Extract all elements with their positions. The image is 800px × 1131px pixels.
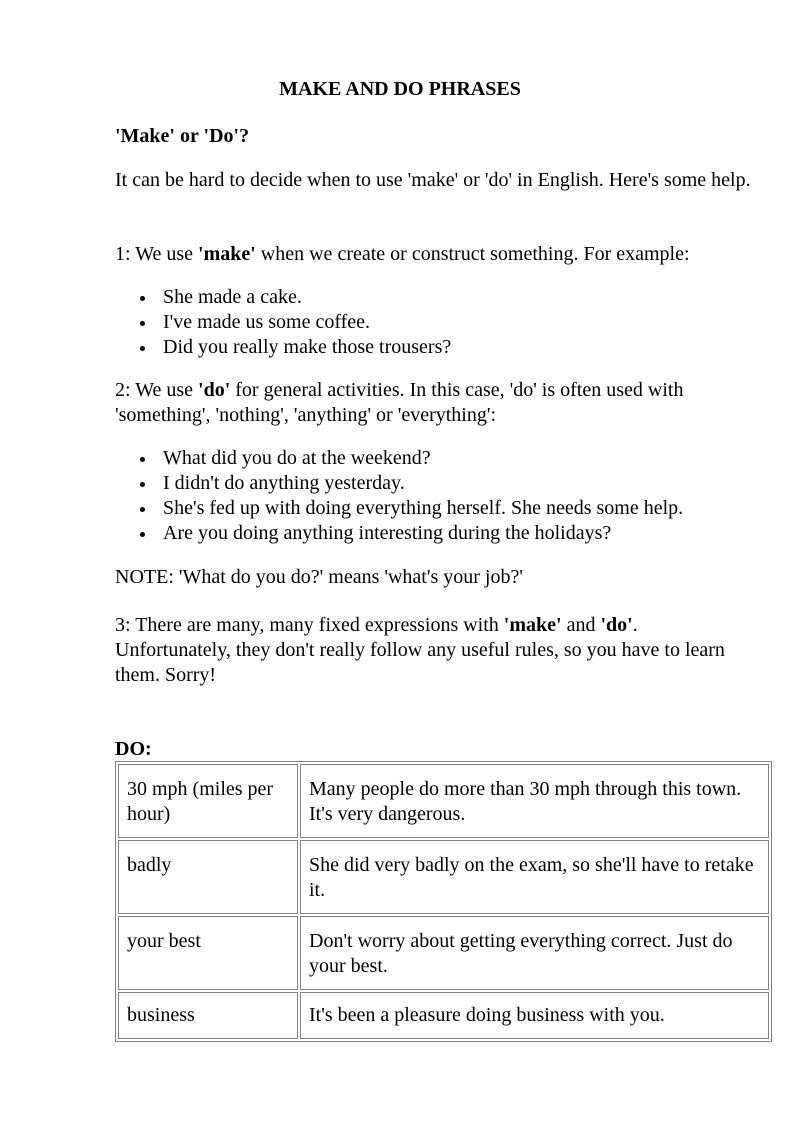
phrase-cell: badly <box>118 840 298 914</box>
section-heading: 'Make' or 'Do'? <box>115 125 250 147</box>
table-row <box>118 992 769 1039</box>
rule-3-suffix: . Unfortunately, they don't really follow any useful rules, so you have to learn them. Sorry! <box>115 614 725 686</box>
rule-2-keyword: 'do' <box>198 379 231 401</box>
page-title: MAKE AND DO PHRASES <box>279 78 521 100</box>
rule-2-suffix: for general activities. In this case, 'do' is often used with 'something', 'nothing', 'anything' or 'everything': <box>115 379 684 426</box>
rule-3-keyword-do: 'do' <box>600 614 633 636</box>
list-item: Did you really make those trousers? <box>115 335 755 360</box>
list-item: I've made us some coffee. <box>115 310 755 335</box>
list-item: Are you doing anything interesting during the holidays? <box>115 521 755 546</box>
table-row <box>118 916 769 990</box>
rule-2-prefix: 2: We use <box>115 379 199 401</box>
do-phrases-table <box>115 761 772 1042</box>
intro-paragraph: It can be hard to decide when to use 'make' or 'do' in English. Here's some help. <box>115 169 751 191</box>
rule-1-suffix: when we create or construct something. For example: <box>255 243 690 265</box>
rule-3-prefix: 3: There are many, many fixed expressions with <box>115 614 504 636</box>
phrase-cell: 30 mph (miles per hour) <box>118 764 298 838</box>
list-item: I didn't do anything yesterday. <box>115 471 755 496</box>
table-row <box>118 840 769 914</box>
rule-1-prefix: 1: We use <box>115 243 199 265</box>
do-table-label: DO: <box>115 738 152 760</box>
rule-3-keyword-make: 'make' <box>503 614 562 636</box>
list-item: What did you do at the weekend? <box>115 446 755 471</box>
example-cell: Many people do more than 30 mph through this town. It's very dangerous. <box>300 764 769 838</box>
phrase-cell: your best <box>118 916 298 990</box>
rule-3-paragraph <box>115 613 755 688</box>
table-row <box>118 764 769 838</box>
rule-1-examples-list <box>115 285 755 360</box>
rule-1-paragraph <box>115 242 755 267</box>
rule-2-paragraph <box>115 378 755 428</box>
rule-3-middle: and <box>561 614 601 636</box>
rule-2-examples-list <box>115 446 755 546</box>
example-cell: It's been a pleasure doing business with you. <box>300 992 769 1039</box>
rule-1-keyword: 'make' <box>198 243 256 265</box>
phrase-cell: business <box>118 992 298 1039</box>
example-cell: Don't worry about getting everything correct. Just do your best. <box>300 916 769 990</box>
list-item: She's fed up with doing everything herself. She needs some help. <box>115 496 755 521</box>
note-paragraph: NOTE: 'What do you do?' means 'what's your job?' <box>115 566 523 588</box>
list-item: She made a cake. <box>115 285 755 310</box>
example-cell: She did very badly on the exam, so she'll have to retake it. <box>300 840 769 914</box>
